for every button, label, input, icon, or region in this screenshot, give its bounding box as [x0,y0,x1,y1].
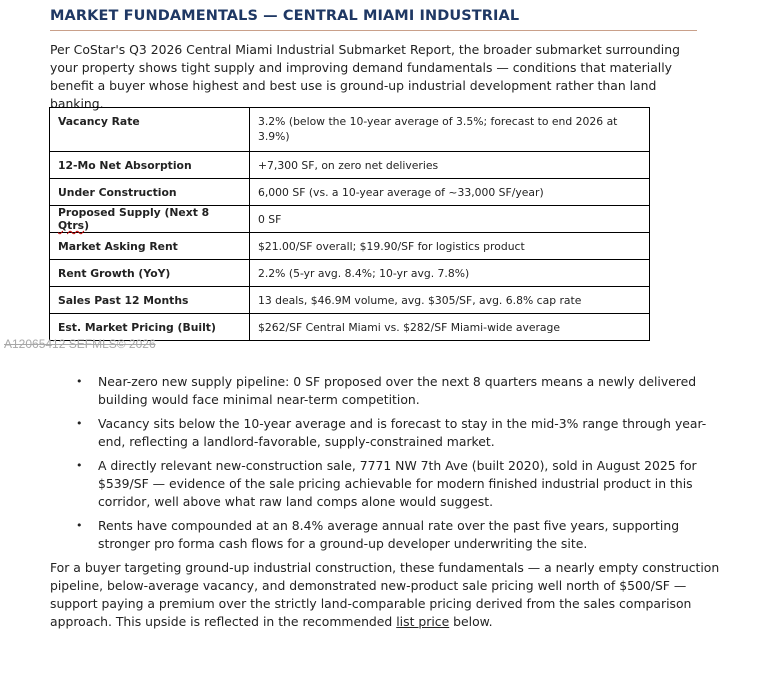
row-label: Under Construction [50,179,250,206]
table-row [50,206,650,233]
bullet-icon: • [76,459,83,472]
row-label: 12-Mo Net Absorption [50,152,250,179]
list-item-text: Near-zero new supply pipeline: 0 SF proposed over the next 8 quarters means a newly delivered building would face minimal near-term competition. [98,374,697,407]
table-row [50,152,650,179]
table-row [50,260,650,287]
row-label: Sales Past 12 Months [50,287,250,314]
closing-text-end: below. [449,614,493,629]
table-row [50,108,650,152]
closing-text: For a buyer targeting ground-up industrial construction, these fundamentals — a nearly empty construction pipeline, below-average vacancy, and demonstrated new-product sale pricing well north of $500/SF — support paying a premium over the strictly land-comparable pricing derived from the sales comparison approach. This upside is reflected in the recommended [50,560,720,629]
fundamentals-table [49,107,650,341]
row-label-text: ) [84,219,90,232]
row-value: 13 deals, $46.9M volume, avg. $305/SF, avg. 6.8% cap rate [250,287,650,314]
list-price-link[interactable]: list price [396,614,450,629]
list-item [72,457,722,511]
row-value: +7,300 SF, on zero net deliveries [250,152,650,179]
row-value: $262/SF Central Miami vs. $282/SF Miami-wide average [250,314,650,341]
list-item-text: Rents have compounded at an 8.4% average annual rate over the past five years, supporting stronger pro forma cash flows for a ground-up developer underwriting the site. [98,518,680,551]
list-item-text: Vacancy sits below the 10-year average and is forecast to stay in the mid-3% range through year-end, reflecting a landlord-favorable, supply-constrained market. [98,416,707,449]
table-row [50,287,650,314]
row-label: Rent Growth (YoY) [50,260,250,287]
closing-paragraph [50,559,720,631]
section-title: MARKET FUNDAMENTALS — CENTRAL MIAMI INDUSTRIAL [50,8,520,24]
list-item-text: A directly relevant new-construction sale, 7771 NW 7th Ave (built 2020), sold in August 2025 for $539/SF — evidence of the sale pricing achievable for modern finished industrial product in this corridor, well above what raw land comps alone would suggest. [98,458,697,509]
title-divider [50,30,697,31]
spellcheck-flagged-word: Qtrs [58,219,85,232]
row-value: 3.2% (below the 10-year average of 3.5%; forecast to end 2026 at 3.9%) [250,108,650,152]
row-label: Market Asking Rent [50,233,250,260]
bullet-icon: • [76,375,83,388]
row-label: Est. Market Pricing (Built) [50,314,250,341]
intro-paragraph: Per CoStar's Q3 2026 Central Miami Industrial Submarket Report, the broader submarket surrounding your property shows tight supply and improving demand fundamentals — conditions that materially benefit a buyer whose highest and best use is ground-up industrial development rather than land banking. [50,42,680,111]
list-item [72,373,722,409]
key-points-list [72,373,722,559]
table-row [50,179,650,206]
row-label-text: Proposed Supply (Next 8 [58,206,210,219]
row-value: $21.00/SF overall; $19.90/SF for logistics product [250,233,650,260]
row-label [50,206,250,233]
table-row [50,233,650,260]
row-value: 2.2% (5-yr avg. 8.4%; 10-yr avg. 7.8%) [250,260,650,287]
mls-watermark: A12065412 SEFMLS© 2026 [4,337,156,351]
list-item [72,517,722,553]
row-label: Vacancy Rate [50,108,250,152]
row-value: 6,000 SF (vs. a 10-year average of ~33,000 SF/year) [250,179,650,206]
row-value: 0 SF [250,206,650,233]
bullet-icon: • [76,417,83,430]
bullet-icon: • [76,519,83,532]
list-item [72,415,722,451]
